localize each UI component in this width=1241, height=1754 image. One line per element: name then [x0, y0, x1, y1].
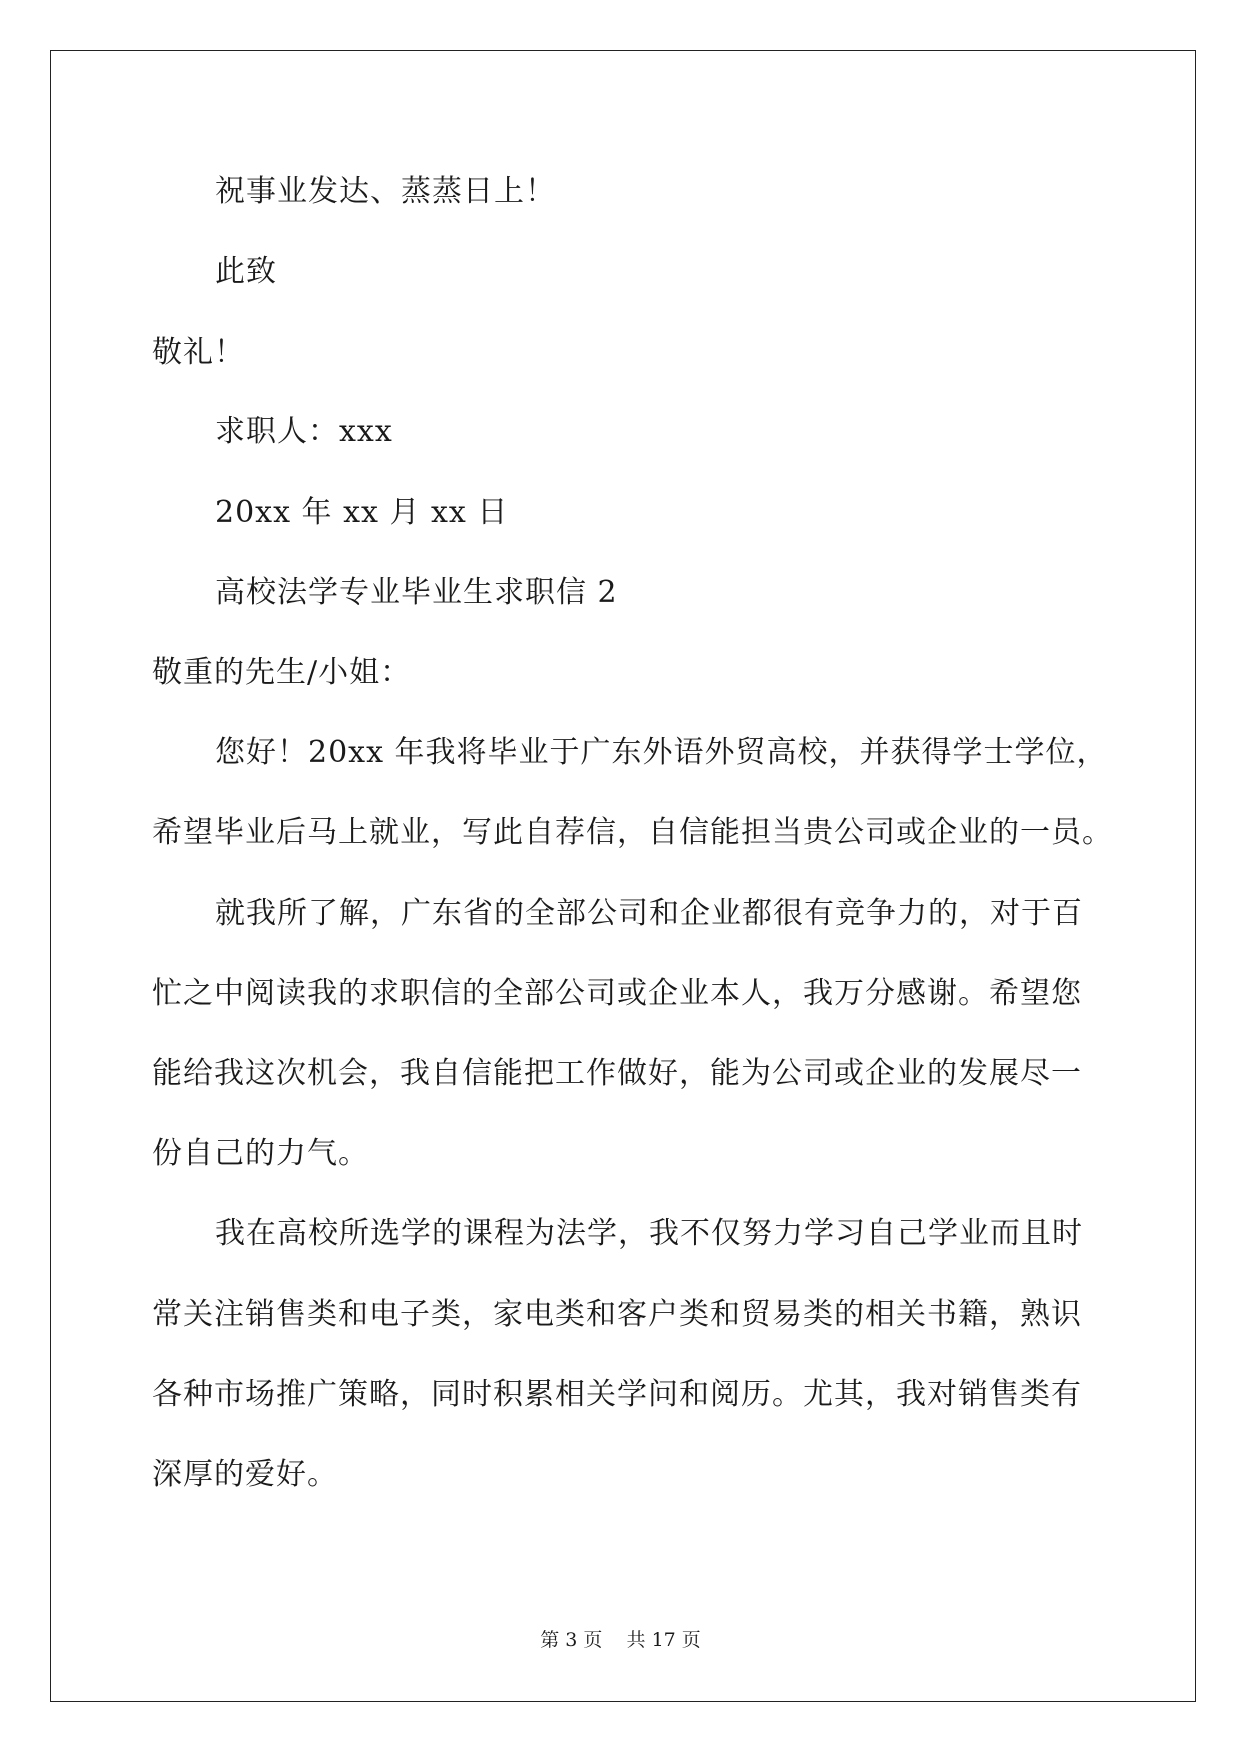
paragraph-line: 常关注销售类和电子类，家电类和客户类和贸易类的相关书籍，熟识 — [152, 1297, 1082, 1332]
paragraph-line: 份自己的力气。 — [152, 1136, 369, 1171]
paragraph-line: 能给我这次机会，我自信能把工作做好，能为公司或企业的发展尽一 — [152, 1056, 1082, 1091]
closing-respect: 敬礼！ — [152, 335, 245, 370]
letter-greeting: 敬重的先生/小姐： — [152, 655, 412, 690]
applicant-signature: 求职人：xxx — [215, 414, 393, 449]
letter-title: 高校法学专业毕业生求职信 2 — [215, 575, 618, 610]
paragraph-line: 希望毕业后马上就业，写此自荐信，自信能担当贵公司或企业的一员。 — [152, 815, 1113, 850]
paragraph-line: 我在高校所选学的课程为法学，我不仅努力学习自己学业而且时 — [215, 1216, 1083, 1251]
closing-wish: 祝事业发达、蒸蒸日上！ — [215, 174, 556, 209]
paragraph-line: 就我所了解，广东省的全部公司和企业都很有竞争力的，对于百 — [215, 896, 1083, 931]
paragraph-line: 深厚的爱好。 — [152, 1457, 338, 1492]
closing-salutation: 此致 — [215, 254, 277, 289]
letter-date: 20xx 年 xx 月 xx 日 — [215, 495, 509, 530]
paragraph-line: 忙之中阅读我的求职信的全部公司或企业本人，我万分感谢。希望您 — [152, 976, 1082, 1011]
paragraph-line: 您好！20xx 年我将毕业于广东外语外贸高校，并获得学士学位， — [215, 735, 1108, 770]
page-border — [50, 50, 1196, 1702]
page-number-footer: 第 3 页 共 17 页 — [540, 1629, 701, 1651]
paragraph-line: 各种市场推广策略，同时积累相关学问和阅历。尤其，我对销售类有 — [152, 1377, 1082, 1412]
